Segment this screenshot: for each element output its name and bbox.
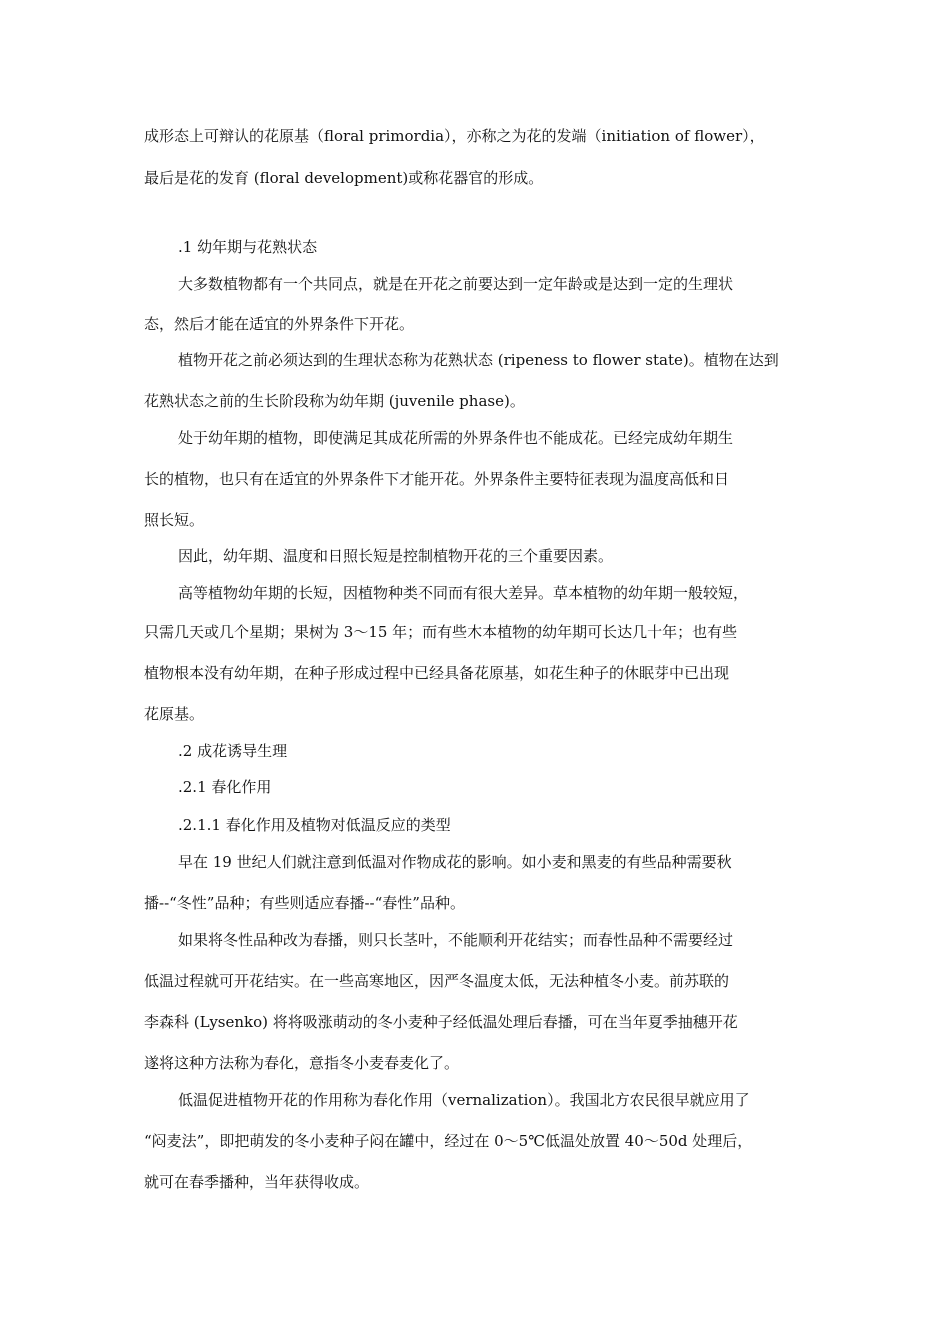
paragraph-line: 因此，幼年期、温度和日照长短是控制植物开花的三个重要因素。 (178, 547, 614, 565)
paragraph-line: 花原基。 (144, 705, 205, 723)
paragraph-line: 植物根本没有幼年期，在种子形成过程中已经具备花原基，如花生种子的休眠芽中已出现 (144, 664, 730, 682)
paragraph-line: 播--“冬性”品种；有些则适应春播--“春性”品种。 (144, 894, 465, 912)
paragraph-line: 处于幼年期的植物，即使满足其成花所需的外界条件也不能成花。已经完成幼年期生 (178, 429, 734, 447)
paragraph-line: 照长短。 (144, 511, 205, 529)
paragraph-line: 高等植物幼年期的长短，因植物种类不同而有很大差异。草本植物的幼年期一般较短， (178, 584, 749, 602)
paragraph-line: 最后是花的发育 (floral development)或称花器官的形成。 (144, 169, 544, 187)
paragraph-line: 花熟状态之前的生长阶段称为幼年期 (juvenile phase)。 (144, 392, 525, 410)
paragraph-line: “闷麦法”，即把萌发的冬小麦种子闷在罐中，经过在 0～5℃低温处放置 40～50d 处理后， (144, 1132, 753, 1150)
paragraph-line: 就可在春季播种，当年获得收成。 (144, 1173, 370, 1191)
section-heading: .1 幼年期与花熟状态 (178, 238, 318, 256)
paragraph-line: 成形态上可辩认的花原基（floral primordia），亦称之为花的发端（initiation of flower）， (144, 127, 765, 145)
paragraph-line: 遂将这种方法称为春化，意指冬小麦春麦化了。 (144, 1054, 460, 1072)
paragraph-line: 植物开花之前必须达到的生理状态称为花熟状态 (ripeness to flower state)。植物在达到 (178, 351, 779, 369)
paragraph-line: 低温过程就可开花结实。在一些高寒地区，因严冬温度太低，无法种植冬小麦。前苏联的 (144, 972, 730, 990)
section-heading: .2 成花诱导生理 (178, 742, 288, 760)
paragraph-line: 长的植物，也只有在适宜的外界条件下才能开花。外界条件主要特征表现为温度高低和日 (144, 470, 730, 488)
paragraph-line: 如果将冬性品种改为春播，则只长茎叶，不能顺利开花结实；而春性品种不需要经过 (178, 931, 734, 949)
paragraph-line: 李森科 (Lysenko) 将将吸涨萌动的冬小麦种子经低温处理后春播，可在当年夏季抽穗开花 (144, 1013, 738, 1031)
paragraph-line: 大多数植物都有一个共同点，就是在开花之前要达到一定年龄或是达到一定的生理状 (178, 275, 734, 293)
paragraph-line: 只需几天或几个星期；果树为 3～15 年；而有些木本植物的幼年期可长达几十年；也有些 (144, 623, 738, 641)
paragraph-line: 低温促进植物开花的作用称为春化作用（vernalization）。我国北方农民很早就应用了 (178, 1091, 750, 1109)
section-heading: .2.1.1 春化作用及植物对低温反应的类型 (178, 816, 451, 834)
section-heading: .2.1 春化作用 (178, 778, 272, 796)
paragraph-line: 态，然后才能在适宜的外界条件下开花。 (144, 315, 415, 333)
paragraph-line: 早在 19 世纪人们就注意到低温对作物成花的影响。如小麦和黑麦的有些品种需要秋 (178, 853, 732, 871)
